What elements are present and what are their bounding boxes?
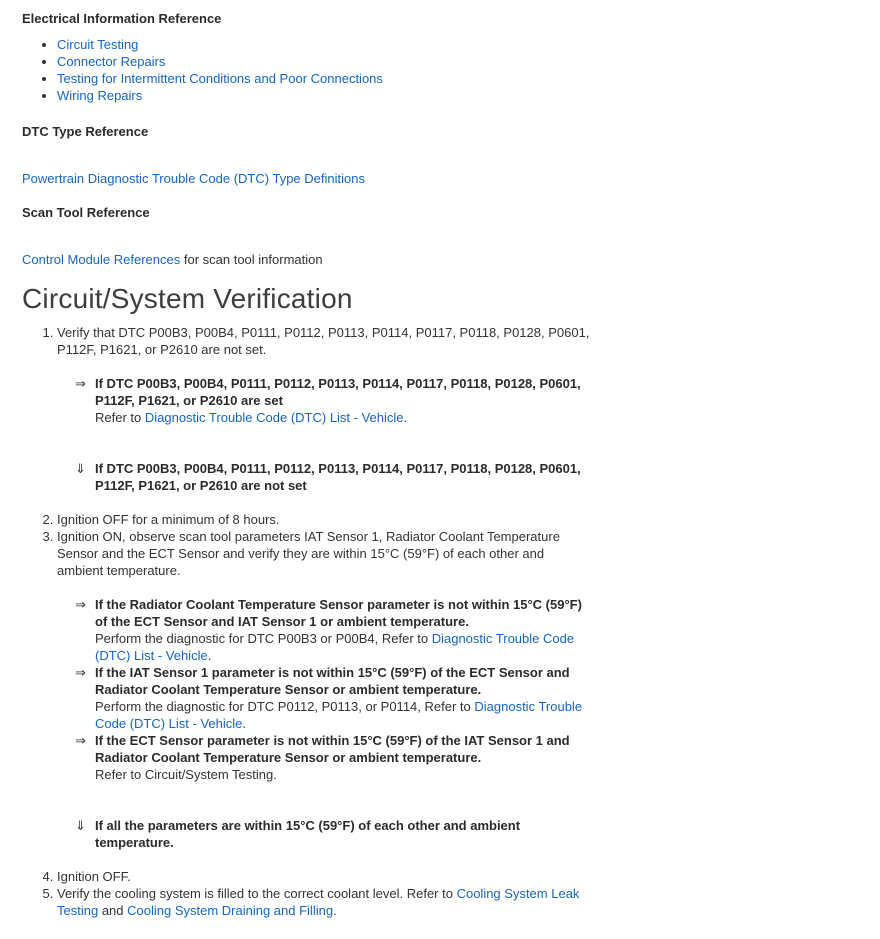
dtc-type-reference-paragraph [22,170,860,187]
scan-tool-reference-text: for scan tool information [180,252,323,267]
outcome-content [95,596,592,664]
list-item [57,53,860,70]
step-5-suffix-text: . [333,903,337,918]
verification-step-2 [57,511,592,528]
right-double-arrow-icon: ⇒ [75,376,86,391]
right-double-arrow-icon: ⇒ [75,733,86,748]
link-dtc-list-vehicle[interactable]: Diagnostic Trouble Code (DTC) List - Vehicle [95,631,575,663]
link-cooling-system-leak-testing[interactable]: Cooling System Leak Testing [57,886,580,918]
link-intermittent-conditions[interactable]: Testing for Intermittent Conditions and Poor Connections [57,71,383,86]
verification-steps-list [22,324,860,919]
outcome-content [95,817,592,851]
step-1-outcomes [57,375,592,494]
step-5-prefix-text: Verify the cooling system is filled to the correct coolant level. Refer to [57,886,457,901]
link-dtc-list-vehicle[interactable]: Diagnostic Trouble Code (DTC) List - Vehicle [95,699,583,731]
verification-step-4 [57,868,592,885]
verification-step-1 [57,324,592,494]
outcome-content [95,375,592,426]
verification-step-5 [57,885,592,919]
link-wiring-repairs[interactable]: Wiring Repairs [57,88,143,103]
page-title-circuit-system-verification: Circuit/System Verification [22,283,353,314]
section-heading-scan-tool-reference: Scan Tool Reference [22,205,150,220]
step-2-text: Ignition OFF for a minimum of 8 hours. [57,512,280,527]
outcome-condition-text: If DTC P00B3, P00B4, P0111, P0112, P0113, P0114, P0117, P0118, P0128, P0601, P112F, P1621, or P2610 are not set [95,461,581,493]
verification-step-3 [57,528,592,851]
outcome-condition-text: If the ECT Sensor parameter is not within 15°C (59°F) of the IAT Sensor 1 and Radiator Coolant Temperature Sensor or ambient temperature. [95,733,570,765]
action-suffix-text: . [403,410,408,425]
link-powertrain-dtc-type-definitions[interactable]: Powertrain Diagnostic Trouble Code (DTC) Type Definitions [22,171,365,186]
link-dtc-list-vehicle[interactable]: Diagnostic Trouble Code (DTC) List - Vehicle [144,410,404,425]
outcome-content [95,664,592,732]
action-prefix-text: Perform the diagnostic for DTC P00B3 or P00B4, Refer to [95,631,432,646]
down-double-arrow-icon: ⇓ [75,818,86,833]
link-cooling-system-draining-filling[interactable]: Cooling System Draining and Filling [127,903,334,918]
right-double-arrow-icon: ⇒ [75,665,86,680]
link-circuit-testing[interactable]: Circuit Testing [57,37,139,52]
action-prefix-text: Perform the diagnostic for DTC P0112, P0113, or P0114, Refer to [95,699,475,714]
outcome-iat-sensor-out-of-range [75,664,592,732]
outcome-condition-text: If the IAT Sensor 1 parameter is not within 15°C (59°F) of the ECT Sensor and Radiator Coolant Temperature Sensor or ambient temperature. [95,665,570,697]
step-4-text: Ignition OFF. [57,869,131,884]
outcome-action [95,698,592,732]
outcome-content [95,732,592,783]
list-item [57,36,860,53]
link-control-module-references[interactable]: Control Module References [22,252,181,267]
action-text: Refer to Circuit/System Testing. [95,767,277,782]
outcome-radiator-sensor-out-of-range [75,596,592,664]
outcome-all-parameters-within-range [75,817,592,851]
outcome-condition-text: If the Radiator Coolant Temperature Sensor parameter is not within 15°C (59°F) of the ECT Sensor and IAT Sensor 1 or ambient temperature. [95,597,582,629]
step-1-text: Verify that DTC P00B3, P00B4, P0111, P0112, P0113, P0114, P0117, P0118, P0128, P0601, P112F, P1621, or P2610 are not set. [57,325,590,357]
step-5-middle-text: and [98,903,128,918]
outcome-action [95,766,592,783]
electrical-reference-links [22,36,860,104]
section-heading-dtc-type-reference: DTC Type Reference [22,124,149,139]
outcome-content [95,460,592,494]
outcome-action [95,409,592,426]
link-connector-repairs[interactable]: Connector Repairs [57,54,166,69]
action-prefix-text: Refer to [95,410,145,425]
action-suffix-text: . [207,648,212,663]
outcome-ect-sensor-out-of-range [75,732,592,783]
step-3-text: Ignition ON, observe scan tool parameters IAT Sensor 1, Radiator Coolant Temperature Sensor and the ECT Sensor and verify they are within 15°C (59°F) of each other and ambient temperature. [57,529,560,578]
action-suffix-text: . [242,716,247,731]
outcome-action [95,630,592,664]
outcome-dtc-not-set [75,460,592,494]
step-3-outcomes [57,596,592,851]
list-item [57,87,860,104]
outcome-condition-text: If all the parameters are within 15°C (59°F) of each other and ambient temperature. [95,818,521,850]
down-double-arrow-icon: ⇓ [75,461,86,476]
section-heading-electrical-information: Electrical Information Reference [22,11,222,26]
scan-tool-reference-paragraph [22,251,860,268]
outcome-condition-text: If DTC P00B3, P00B4, P0111, P0112, P0113, P0114, P0117, P0118, P0128, P0601, P112F, P1621, or P2610 are set [95,376,581,408]
list-item [57,70,860,87]
outcome-dtc-set [75,375,592,426]
right-double-arrow-icon: ⇒ [75,597,86,612]
